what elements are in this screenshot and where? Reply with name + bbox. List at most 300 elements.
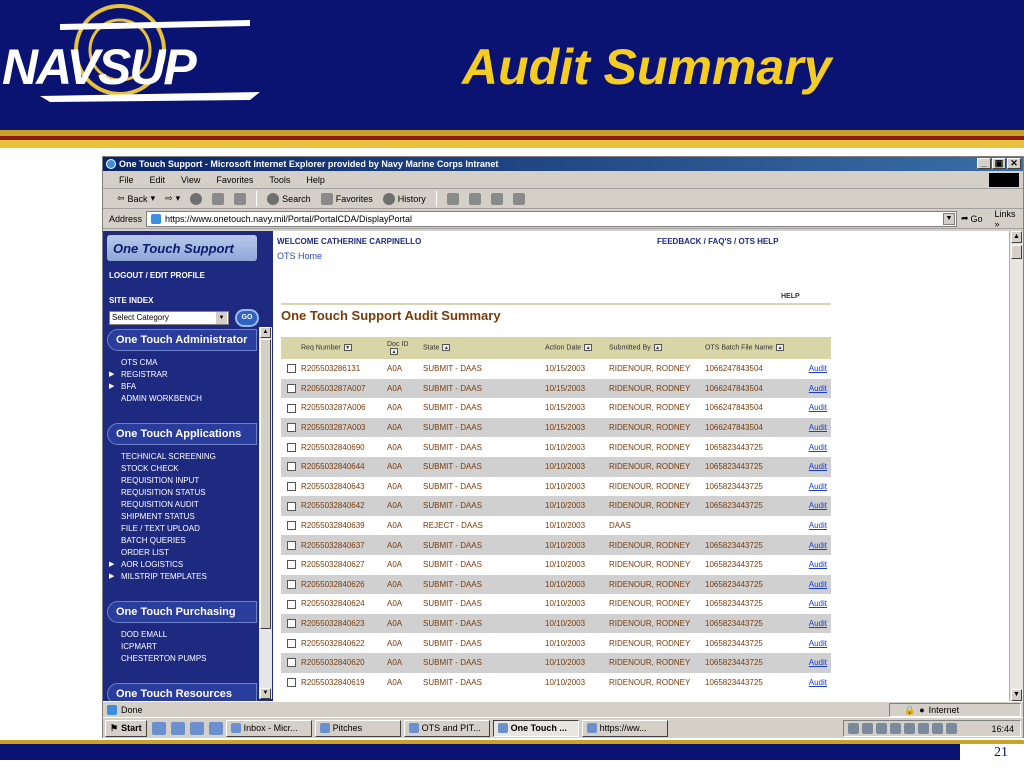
cell-doc: A0A (385, 418, 421, 438)
scroll-thumb[interactable] (260, 339, 271, 629)
task-inbox[interactable]: Inbox - Micr... (226, 720, 312, 737)
section-title[interactable]: One Touch Purchasing (107, 601, 257, 623)
header-state[interactable]: State ▲ (421, 337, 543, 359)
cell-state: REJECT - DAAS (423, 521, 483, 531)
row-checkbox[interactable] (287, 619, 296, 628)
cell-doc: A0A (387, 638, 403, 648)
tray-icon[interactable] (890, 723, 901, 734)
cell-doc: A0A (387, 442, 403, 452)
cell-by: RIDENOUR, RODNEY (607, 457, 703, 477)
cell-batch: 1065823443725 (703, 496, 797, 516)
row-checkbox[interactable] (287, 443, 296, 452)
tray-icon[interactable] (862, 723, 873, 734)
stop-icon[interactable] (190, 193, 202, 205)
cell-batch: 1065823443725 (703, 535, 797, 555)
cell-req: R205503287A006 (301, 403, 366, 413)
audit-link[interactable]: Audit (808, 599, 827, 609)
table-row (281, 653, 831, 673)
history-icon (383, 193, 395, 205)
chevron-down-icon: ▾ (150, 193, 156, 203)
cell-doc: A0A (387, 599, 403, 609)
cell-date: 10/15/2003 (543, 418, 607, 438)
table-row (281, 516, 831, 536)
task-https[interactable]: https://ww... (582, 720, 668, 737)
row-checkbox-cell (281, 516, 299, 536)
cell-batch: 1065823443725 (705, 560, 763, 570)
cell-date: 10/10/2003 (545, 560, 586, 570)
nav-item-bfa[interactable]: ▶ BFA (103, 381, 259, 393)
edit-icon[interactable] (491, 193, 503, 205)
cell-batch: 1065823443725 (705, 442, 763, 452)
header-action-date[interactable]: Action Date ▲ (543, 337, 607, 359)
nav-item-requisition-input[interactable]: REQUISITION INPUT (121, 476, 200, 485)
history-button[interactable]: History (383, 193, 426, 205)
chevron-down-icon: ▾ (175, 193, 181, 203)
row-checkbox-cell (281, 633, 299, 653)
task-pitches[interactable]: Pitches (315, 720, 401, 737)
cell-req: R2055032840690 (301, 442, 365, 452)
windows-logo-icon (989, 173, 1019, 187)
portal-sidebar (103, 231, 273, 701)
nav-item-requisition-audit[interactable]: REQUISITION AUDIT (121, 500, 199, 509)
window-title: One Touch Support - Microsoft Internet Explorer provided by Navy Marine Corps Intranet (119, 159, 499, 169)
table-row (281, 437, 831, 457)
task-one-touch[interactable]: One Touch ... (493, 720, 579, 737)
menu-file[interactable]: File (119, 174, 134, 185)
page-icon (151, 214, 161, 224)
audit-link[interactable]: Audit (797, 535, 831, 555)
back-arrow-icon: ⇦ (117, 193, 125, 203)
cell-doc: A0A (385, 653, 421, 673)
welcome-text: WELCOME CATHERINE CARPINELLO (277, 237, 422, 246)
cell-state: SUBMIT - DAAS (421, 418, 543, 438)
cell-batch: 1065823443725 (705, 481, 763, 491)
header-action (797, 337, 831, 359)
audit-table-body (281, 359, 831, 692)
cell-date: 10/10/2003 (545, 638, 586, 648)
menu-help[interactable]: Help (306, 174, 325, 185)
row-checkbox[interactable] (287, 521, 296, 530)
cell-by: DAAS (609, 521, 631, 531)
cell-batch: 1066247843504 (703, 379, 797, 399)
nav-item-dod-emall[interactable]: DOD EMALL (121, 630, 168, 639)
cell-state: SUBMIT - DAAS (423, 481, 482, 491)
cell-state: SUBMIT - DAAS (421, 535, 543, 555)
cell-batch: 1065823443725 (705, 638, 763, 648)
cell-doc: A0A (385, 496, 421, 516)
nav-item-admin-workbench[interactable]: ADMIN WORKBENCH (121, 394, 202, 403)
sort-icon[interactable]: ▲ (777, 345, 783, 352)
cell-date: 10/10/2003 (543, 535, 607, 555)
audit-link[interactable]: Audit (797, 575, 831, 595)
nav-item-registrar[interactable]: ▶ REGISTRAR (103, 369, 259, 381)
menu-tools[interactable]: Tools (269, 174, 291, 185)
slide-header (0, 0, 1024, 136)
cell-by: RIDENOUR, RODNEY (609, 442, 691, 452)
address-value: https://www.onetouch.navy.mil/Portal/PortalCDA/DisplayPortal (165, 213, 412, 224)
forward-button[interactable] (165, 193, 180, 204)
header-batch-file[interactable]: OTS Batch File Name ▲ (703, 337, 797, 359)
cell-doc: A0A (385, 575, 421, 595)
browser-window (102, 156, 1024, 738)
table-row (281, 633, 831, 653)
row-checkbox[interactable] (287, 580, 296, 589)
cell-req: R2055032840622 (301, 638, 365, 648)
nav-item-requisition-status[interactable]: REQUISITION STATUS (121, 488, 206, 497)
cell-req: R2055032840620 (299, 653, 385, 673)
lock-icon: 🔒 (904, 704, 916, 715)
audit-link[interactable]: Audit (797, 614, 831, 634)
table-row (281, 555, 831, 575)
audit-link[interactable]: Audit (797, 457, 831, 477)
row-checkbox-cell (281, 594, 299, 614)
cell-by: RIDENOUR, RODNEY (607, 496, 703, 516)
nav-item-order-list[interactable]: ORDER LIST (121, 548, 170, 557)
audit-link[interactable]: Audit (797, 496, 831, 516)
audit-table (281, 337, 831, 692)
quicklaunch-desktop-icon[interactable] (152, 722, 166, 735)
search-icon (267, 193, 279, 205)
address-dropdown-icon[interactable]: ▼ (943, 213, 955, 225)
close-button[interactable]: ✕ (1007, 158, 1021, 169)
sort-icon[interactable]: ▼ (345, 345, 351, 352)
row-checkbox[interactable] (287, 384, 296, 393)
table-row (281, 535, 831, 555)
security-zone: 🔒 ● Internet (889, 703, 1021, 717)
cell-date: 10/15/2003 (545, 364, 586, 374)
cell-req: R2055032840642 (299, 496, 385, 516)
cell-doc: A0A (387, 364, 403, 374)
windows-flag-icon: ⚑ (110, 722, 119, 733)
print-icon[interactable] (469, 193, 481, 205)
logout-link[interactable]: LOGOUT / EDIT PROFILE (109, 271, 205, 280)
search-button[interactable]: Search (267, 193, 311, 205)
cell-doc: A0A (385, 457, 421, 477)
cell-batch (703, 516, 797, 536)
row-checkbox-cell (281, 359, 299, 379)
page-number: 21 (994, 745, 1008, 760)
page-scrollbar[interactable] (1009, 231, 1023, 701)
audit-link[interactable]: Audit (808, 677, 827, 687)
globe-icon: ● (919, 705, 925, 715)
tray-icon[interactable] (848, 723, 859, 734)
browser-toolbar (103, 189, 1023, 209)
table-row (281, 575, 831, 595)
sort-icon[interactable]: ▲ (391, 348, 397, 355)
cell-by: RIDENOUR, RODNEY (607, 575, 703, 595)
audit-link[interactable]: Audit (808, 364, 827, 374)
row-checkbox-cell (281, 653, 299, 673)
tray-icon[interactable] (876, 723, 887, 734)
row-checkbox[interactable] (287, 600, 296, 609)
task-ots-pit[interactable]: OTS and PIT... (404, 720, 490, 737)
cell-state: SUBMIT - DAAS (421, 614, 543, 634)
address-label: Address (109, 213, 143, 224)
cell-date: 10/15/2003 (545, 403, 586, 413)
cell-batch: 1066247843504 (705, 364, 763, 374)
nav-item-file-upload[interactable]: FILE / TEXT UPLOAD (121, 524, 200, 533)
row-checkbox-cell (281, 673, 299, 693)
address-bar (103, 209, 1023, 229)
cell-doc: A0A (385, 614, 421, 634)
scroll-down-icon[interactable]: ▼ (1011, 689, 1022, 701)
category-select[interactable]: Select Category ▼ (109, 311, 229, 325)
scroll-up-icon[interactable]: ▲ (260, 327, 271, 338)
cell-batch: 1065823443725 (705, 677, 763, 687)
row-checkbox-cell (281, 457, 299, 477)
audit-link[interactable]: Audit (808, 403, 827, 413)
maximize-button[interactable]: ▣ (992, 158, 1006, 169)
favorites-icon (321, 193, 333, 205)
top-links[interactable]: FEEDBACK / FAQ'S / OTS HELP (657, 237, 779, 246)
sort-icon[interactable]: ▲ (443, 345, 449, 352)
cell-doc: A0A (387, 481, 403, 491)
section-title[interactable]: One Touch Administrator (107, 329, 257, 351)
help-link[interactable]: HELP (781, 293, 800, 300)
row-checkbox[interactable] (287, 560, 296, 569)
row-checkbox[interactable] (287, 364, 296, 373)
section-applications (103, 423, 259, 583)
cell-req: R2055032840623 (299, 614, 385, 634)
nav-item-batch-queries[interactable]: BATCH QUERIES (121, 536, 186, 545)
nav-item-ots-cma[interactable]: OTS CMA (121, 358, 158, 367)
row-checkbox-cell (281, 418, 299, 438)
menu-bar (103, 171, 1023, 189)
header-req-number[interactable]: Req Number ▼ (299, 337, 385, 359)
row-checkbox[interactable] (287, 639, 296, 648)
row-checkbox[interactable] (287, 678, 296, 687)
section-administrator (103, 329, 259, 405)
audit-link[interactable]: Audit (797, 653, 831, 673)
row-checkbox[interactable] (287, 541, 296, 550)
forward-arrow-icon: ⇨ (165, 193, 173, 203)
status-bar (103, 701, 1023, 717)
header-submitted-by[interactable]: Submitted By ▲ (607, 337, 703, 359)
cell-state: SUBMIT - DAAS (421, 575, 543, 595)
powerpoint-icon (409, 723, 419, 733)
cell-state: SUBMIT - DAAS (421, 379, 543, 399)
cell-by: RIDENOUR, RODNEY (607, 418, 703, 438)
cell-state: SUBMIT - DAAS (421, 457, 543, 477)
header-select (281, 337, 299, 359)
row-checkbox[interactable] (287, 462, 296, 471)
ie-icon (587, 723, 597, 733)
cell-date: 10/10/2003 (545, 481, 586, 491)
ots-logo[interactable]: One Touch Support (107, 235, 257, 261)
address-input[interactable] (146, 211, 957, 227)
cell-date: 10/10/2003 (543, 653, 607, 673)
start-button[interactable]: ⚑ Start (105, 720, 147, 737)
system-tray (843, 720, 1021, 737)
cell-state: SUBMIT - DAAS (423, 442, 482, 452)
cell-doc: A0A (387, 560, 403, 570)
quicklaunch-media-icon[interactable] (190, 722, 204, 735)
cell-date: 10/10/2003 (545, 599, 586, 609)
cell-batch: 1065823443725 (703, 614, 797, 634)
cell-batch: 1065823443725 (703, 653, 797, 673)
cell-by: RIDENOUR, RODNEY (607, 614, 703, 634)
cell-by: RIDENOUR, RODNEY (609, 677, 691, 687)
sidebar-scrollbar[interactable] (259, 327, 272, 699)
cell-doc: A0A (385, 379, 421, 399)
cell-req: R2055032840644 (299, 457, 385, 477)
section-title[interactable]: One Touch Resources (107, 683, 257, 701)
row-checkbox[interactable] (287, 404, 296, 413)
folder-icon (320, 723, 330, 733)
nav-item-aor-logistics[interactable]: ▶ AOR LOGISTICS (103, 559, 259, 571)
cell-date: 10/10/2003 (543, 575, 607, 595)
section-title[interactable]: One Touch Applications (107, 423, 257, 445)
audit-title: One Touch Support Audit Summary (281, 303, 831, 325)
tray-icon[interactable] (918, 723, 929, 734)
cell-doc: A0A (387, 521, 403, 531)
header-doc-id[interactable]: Doc ID▲ (385, 337, 421, 359)
audit-link[interactable]: Audit (797, 379, 831, 399)
row-checkbox-cell (281, 575, 299, 595)
cell-doc: A0A (385, 535, 421, 555)
main-content (277, 231, 1009, 701)
menu-edit[interactable]: Edit (149, 174, 166, 185)
cell-by: RIDENOUR, RODNEY (609, 599, 691, 609)
cell-state: SUBMIT - DAAS (421, 496, 543, 516)
toolbar-separator (436, 191, 437, 207)
quicklaunch-ie-icon[interactable] (171, 722, 185, 735)
cell-state: SUBMIT - DAAS (423, 599, 482, 609)
row-checkbox-cell (281, 379, 299, 399)
cell-req: R2055032840627 (301, 560, 365, 570)
minimize-button[interactable]: _ (977, 158, 991, 169)
home-icon[interactable] (234, 193, 246, 205)
table-row (281, 477, 831, 497)
cell-batch: 1066247843504 (703, 418, 797, 438)
cell-by: RIDENOUR, RODNEY (609, 638, 691, 648)
clock: 16:44 (991, 723, 1014, 734)
page-icon (107, 705, 117, 715)
nav-item-chesterton-pumps[interactable]: CHESTERTON PUMPS (121, 654, 207, 663)
cell-state: SUBMIT - DAAS (423, 638, 482, 648)
row-checkbox[interactable] (287, 658, 296, 667)
cell-by: RIDENOUR, RODNEY (609, 560, 691, 570)
status-text: Done (121, 704, 143, 715)
section-resources (103, 683, 259, 701)
cell-req: R2055032840643 (301, 481, 365, 491)
cell-date: 10/10/2003 (543, 496, 607, 516)
refresh-icon[interactable] (212, 193, 224, 205)
cell-date: 10/10/2003 (543, 614, 607, 634)
quicklaunch-outlook-icon[interactable] (209, 722, 223, 735)
row-checkbox-cell (281, 555, 299, 575)
row-checkbox-cell (281, 398, 299, 418)
cell-doc: A0A (387, 677, 403, 687)
back-button[interactable]: ⇦ Back ▾ (117, 193, 156, 204)
nav-item-shipment-status[interactable]: SHIPMENT STATUS (121, 512, 195, 521)
header-stripe (0, 140, 1024, 148)
row-checkbox[interactable] (287, 482, 296, 491)
cell-date: 10/10/2003 (545, 521, 586, 531)
audit-link[interactable]: Audit (808, 560, 827, 570)
outlook-icon (231, 723, 241, 733)
row-checkbox[interactable] (287, 423, 296, 432)
site-index-label: SITE INDEX (109, 296, 154, 305)
ots-home-link[interactable]: OTS Home (277, 251, 323, 261)
audit-link[interactable]: Audit (808, 638, 827, 648)
cell-date: 10/10/2003 (545, 677, 586, 687)
sort-icon[interactable]: ▲ (655, 345, 661, 352)
logo-text: NAVSUP (2, 39, 195, 95)
table-row (281, 673, 831, 693)
menu-view[interactable]: View (181, 174, 201, 185)
table-row (281, 398, 831, 418)
table-row (281, 359, 831, 379)
tray-icon[interactable] (904, 723, 915, 734)
cell-by: RIDENOUR, RODNEY (609, 364, 691, 374)
cell-state: SUBMIT - DAAS (423, 364, 482, 374)
menu-favorites[interactable]: Favorites (216, 174, 254, 185)
nav-item-milstrip-templates[interactable]: ▶ MILSTRIP TEMPLATES (103, 571, 259, 583)
cell-req: R2055032840626 (299, 575, 385, 595)
cell-by: RIDENOUR, RODNEY (607, 379, 703, 399)
nav-item-icpmart[interactable]: ICPMART (121, 642, 157, 651)
sort-icon[interactable]: ▲ (585, 345, 591, 352)
table-header-row (281, 337, 831, 359)
discuss-icon[interactable] (513, 193, 525, 205)
cell-batch: 1065823443725 (703, 575, 797, 595)
chevron-down-icon: ▼ (216, 312, 227, 324)
nav-item-stock-check[interactable]: STOCK CHECK (121, 464, 179, 473)
table-row (281, 379, 831, 399)
window-titlebar[interactable] (103, 157, 1023, 171)
cell-by: RIDENOUR, RODNEY (609, 481, 691, 491)
table-row (281, 594, 831, 614)
links-button[interactable]: Links » (994, 208, 1016, 229)
audit-link[interactable]: Audit (797, 418, 831, 438)
category-go-button[interactable]: GO (235, 309, 259, 327)
row-checkbox[interactable] (287, 502, 296, 511)
table-row (281, 457, 831, 477)
tray-icon[interactable] (946, 723, 957, 734)
favorites-button[interactable]: Favorites (321, 193, 373, 205)
mail-icon[interactable] (447, 193, 459, 205)
row-checkbox-cell (281, 535, 299, 555)
audit-link[interactable]: Audit (808, 481, 827, 491)
cell-req: R2055032840637 (299, 535, 385, 555)
scroll-up-icon[interactable]: ▲ (1011, 231, 1022, 243)
nav-item-technical-screening[interactable]: TECHNICAL SCREENING (121, 452, 216, 461)
cell-batch: 1065823443725 (705, 599, 763, 609)
cell-batch: 1065823443725 (703, 457, 797, 477)
cell-state: SUBMIT - DAAS (423, 677, 482, 687)
audit-link[interactable]: Audit (808, 442, 827, 452)
cell-req: R2055032840639 (301, 521, 365, 531)
cell-state: SUBMIT - DAAS (423, 560, 482, 570)
slide-title: Audit Summary (462, 39, 832, 95)
row-checkbox-cell (281, 614, 299, 634)
windows-taskbar (103, 717, 1023, 738)
footer-bar (0, 744, 960, 760)
audit-link[interactable]: Audit (808, 521, 827, 531)
section-purchasing (103, 601, 259, 665)
cell-date: 10/15/2003 (543, 379, 607, 399)
cell-req: R205503287A007 (299, 379, 385, 399)
cell-by: RIDENOUR, RODNEY (609, 403, 691, 413)
scroll-down-icon[interactable]: ▼ (260, 688, 271, 699)
cell-req: R2055032840624 (301, 599, 365, 609)
ie-icon (498, 723, 508, 733)
scroll-thumb[interactable] (1011, 245, 1022, 259)
cell-state: SUBMIT - DAAS (421, 653, 543, 673)
go-button[interactable]: ➦ Go (960, 213, 983, 224)
tray-icon[interactable] (932, 723, 943, 734)
